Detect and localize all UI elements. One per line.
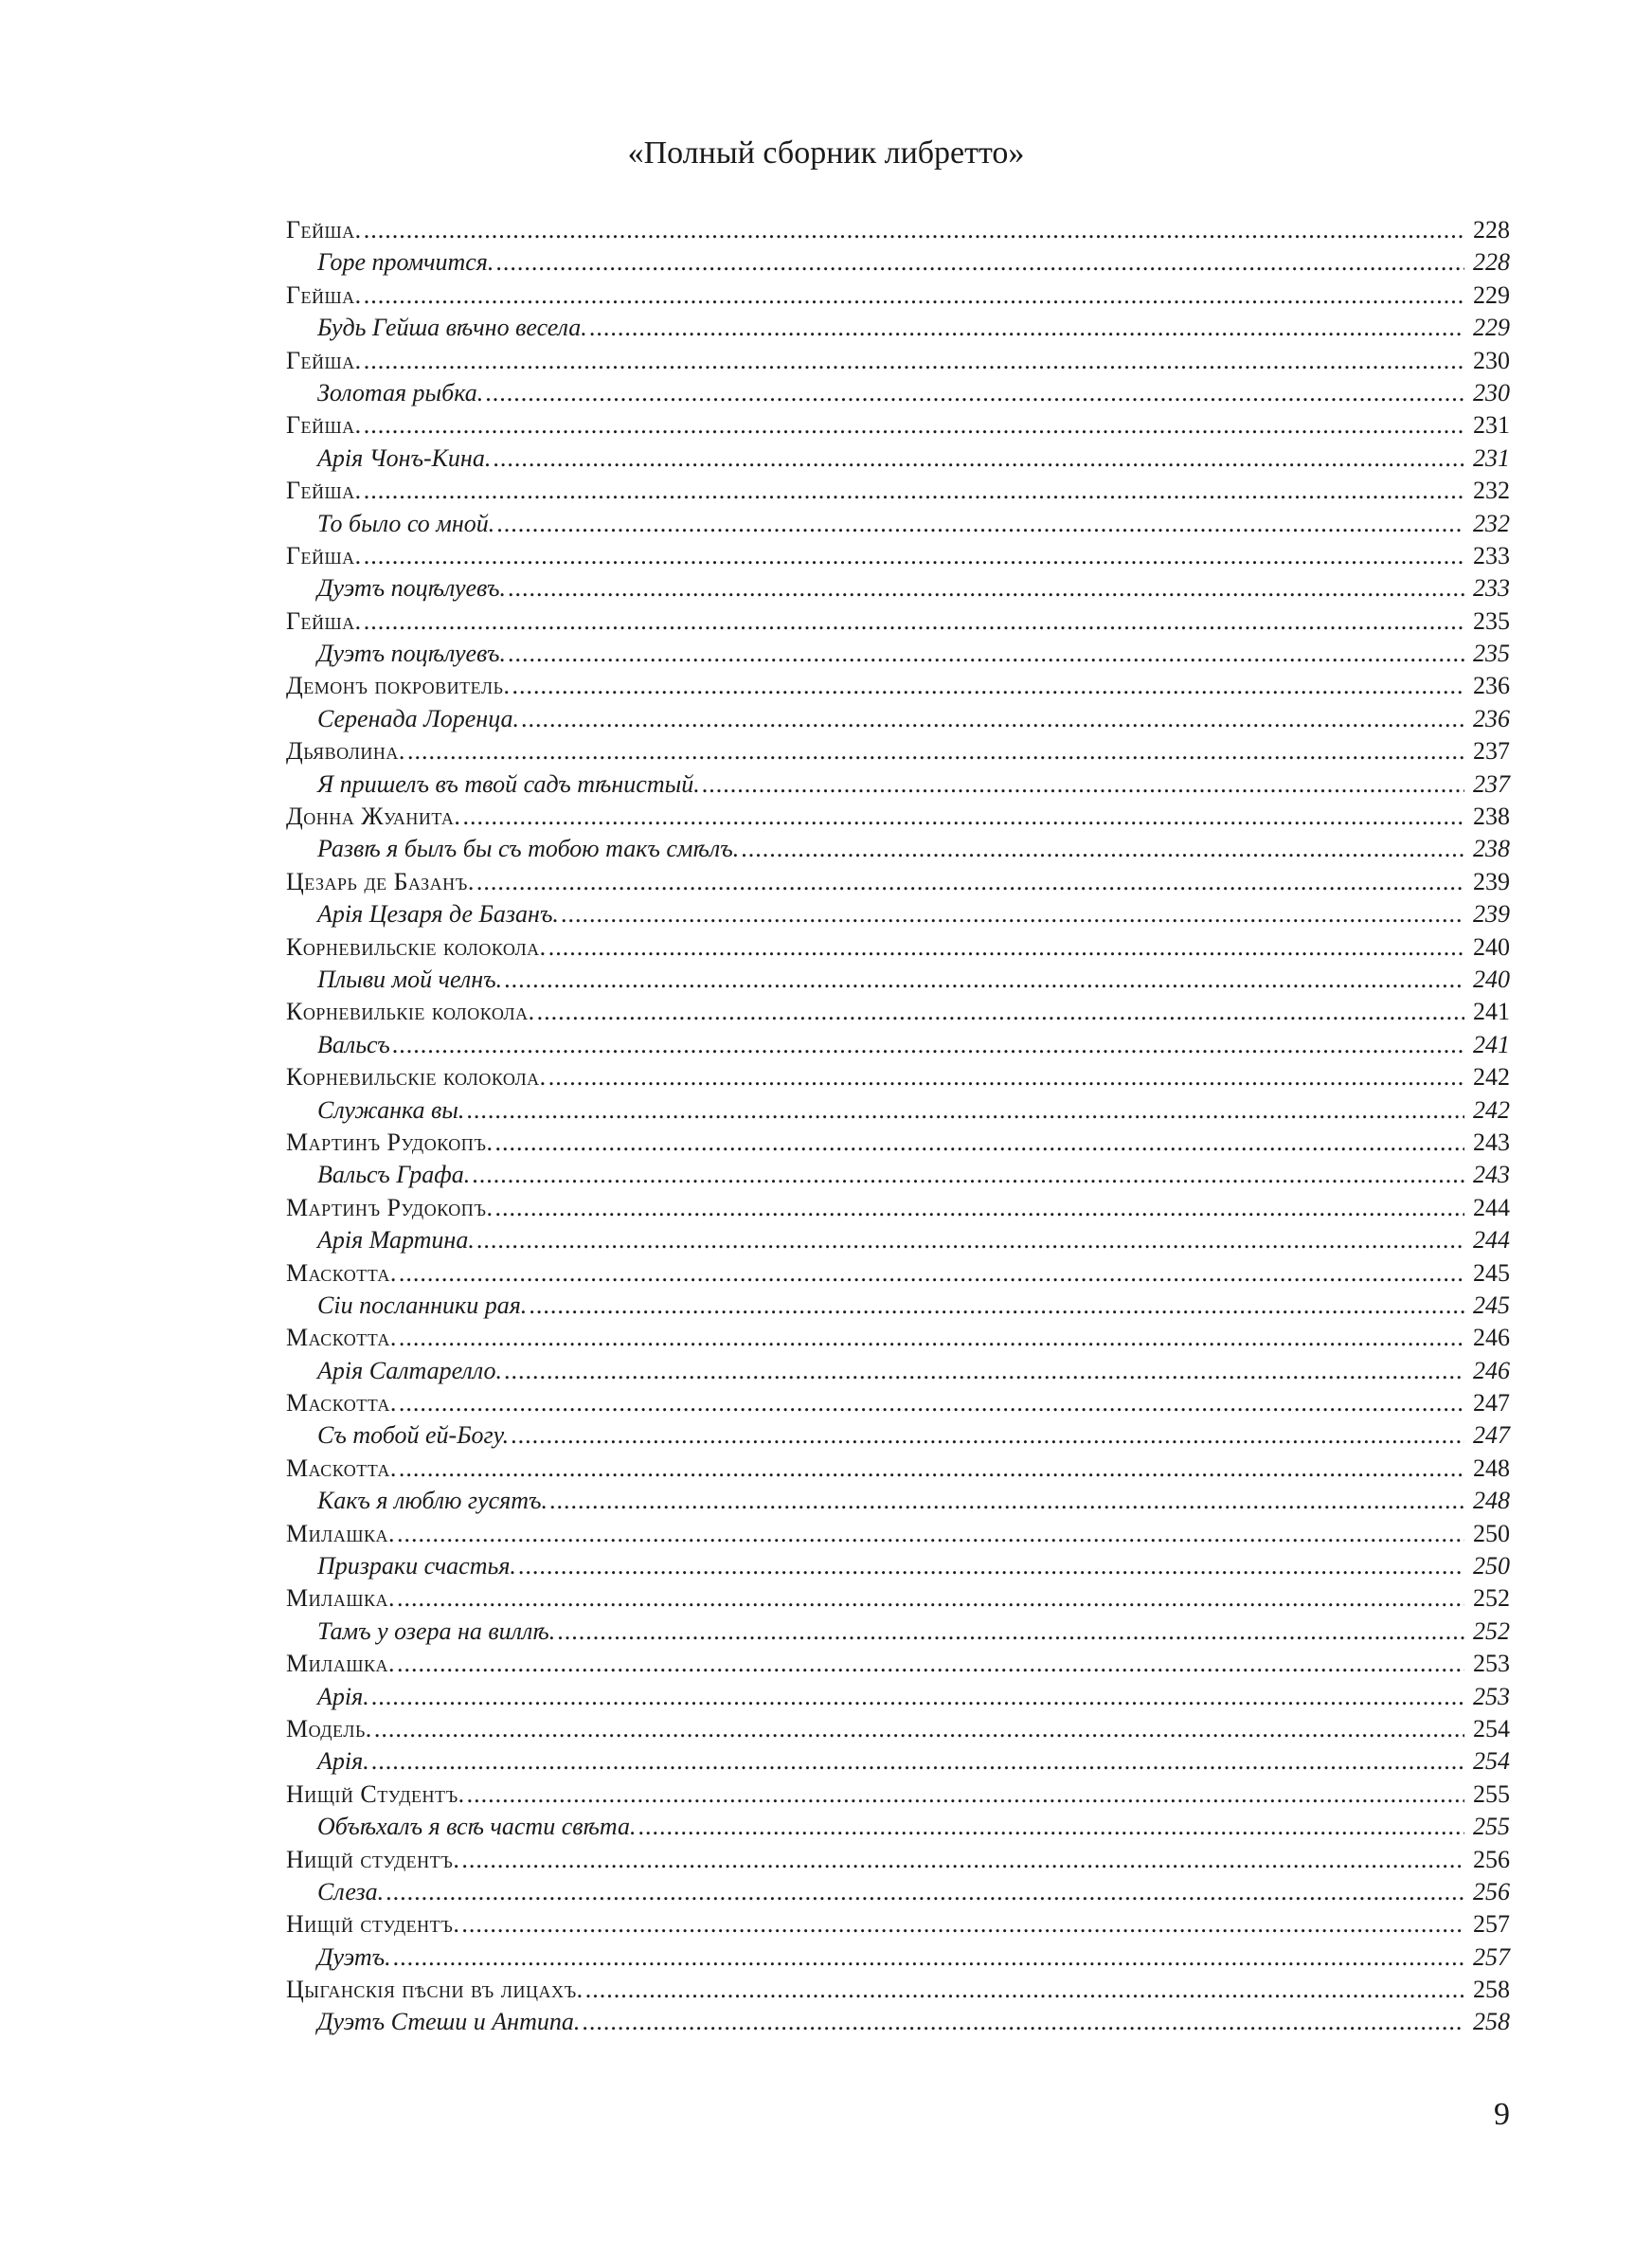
toc-entry-work [286,1582,1510,1615]
toc-entry-work [286,670,1510,702]
entry-page-number: 239 [1473,900,1510,929]
dot-leader [399,1257,1464,1290]
toc-entry-work [286,475,1510,507]
entry-page-number: 233 [1473,541,1510,569]
entry-page-number: 232 [1473,509,1510,537]
entry-title: Дуэтъ Стеши и Антипа. [317,2008,581,2036]
dot-leader [741,833,1464,865]
dot-leader [476,1224,1464,1256]
entry-title: Мартинъ Рудокопъ. [286,1128,494,1156]
toc-entry-work [286,1779,1510,1811]
entry-page-number: 231 [1473,443,1510,472]
entry-page-number: 256 [1473,1845,1510,1873]
toc-entry-work [286,1844,1510,1876]
toc-entry-song [286,442,1510,475]
entry-page-number: 248 [1473,1454,1510,1482]
entry-page-number: 229 [1473,314,1510,342]
entry-title: Милашка. [286,1650,395,1678]
page-number: 9 [1494,2097,1510,2132]
entry-page-number: 240 [1473,965,1510,993]
entry-title: Донна Жуанита. [286,803,461,831]
entry-title: Корневильскіе колокола. [286,1063,547,1092]
entry-page-number: 255 [1473,1813,1510,1841]
entry-page-number: 253 [1473,1650,1510,1678]
dot-leader [582,2006,1464,2038]
entry-page-number: 245 [1473,1258,1510,1287]
toc-entry-song [286,246,1510,279]
entry-title: Гейша. [286,606,362,635]
entry-title: Призраки счастья. [317,1552,516,1580]
entry-title: Цыганскія пѣсни въ лицахъ. [286,1976,584,2004]
toc-entry-song [286,1159,1510,1191]
toc-entry-work [286,1908,1510,1941]
dot-leader [399,1322,1464,1354]
entry-title: Дьяволина. [286,737,405,766]
dot-leader [364,605,1464,638]
entry-page-number: 241 [1473,998,1510,1026]
entry-page-number: 255 [1473,1779,1510,1808]
entry-title: Дуэтъ поцѣлуевъ. [317,640,506,668]
entry-page-number: 256 [1473,1877,1510,1905]
toc-entry-song [286,377,1510,409]
toc-entry-song [286,964,1510,996]
entry-title: Милашка. [286,1584,395,1613]
toc-entry-work [286,1518,1510,1550]
dot-leader [386,1876,1464,1908]
dot-leader [496,508,1464,540]
entry-title: Горе промчится. [317,248,494,277]
entry-page-number: 237 [1473,737,1510,766]
dot-leader [467,1779,1464,1811]
dot-leader [364,280,1464,312]
entry-title: Арія Чонъ-Кина. [317,443,492,472]
dot-leader [512,670,1464,702]
dot-leader [399,1453,1464,1485]
dot-leader [537,996,1464,1028]
entry-title: Гейша. [286,216,362,244]
toc-entry-song [286,1811,1510,1843]
entry-page-number: 252 [1473,1616,1510,1645]
entry-title: Будь Гейша вѣчно весела. [317,314,587,342]
entry-page-number: 243 [1473,1161,1510,1189]
dot-leader [397,1648,1464,1680]
toc-entry-song [286,1876,1510,1908]
entry-page-number: 241 [1473,1030,1510,1058]
dot-leader [504,964,1464,996]
toc-entry-song [286,312,1510,344]
table-of-contents [286,214,1510,2039]
entry-page-number: 232 [1473,477,1510,505]
entry-page-number: 240 [1473,932,1510,961]
entry-page-number: 244 [1473,1193,1510,1221]
entry-page-number: 254 [1473,1714,1510,1742]
entry-page-number: 235 [1473,606,1510,635]
entry-title: Объѣхалъ я всѣ части свѣта. [317,1813,637,1841]
entry-title: Корневилькіе колокола. [286,998,535,1026]
entry-page-number: 245 [1473,1291,1510,1319]
toc-entry-work [286,1974,1510,2006]
entry-title: Маскотта. [286,1324,397,1352]
dot-leader [461,1844,1464,1876]
dot-leader [407,735,1464,767]
entry-title: Какъ я люблю гусятъ. [317,1487,548,1515]
entry-title: Нищій студентъ. [286,1910,460,1939]
entry-title: Демонъ покровитель. [286,672,511,700]
entry-page-number: 258 [1473,2008,1510,2036]
entry-title: Милашка. [286,1519,395,1547]
dot-leader [472,1159,1464,1191]
entry-title: Гейша. [286,280,362,309]
dot-leader [529,1290,1464,1322]
toc-entry-work [286,1257,1510,1290]
entry-page-number: 244 [1473,1226,1510,1255]
toc-entry-work [286,996,1510,1028]
entry-page-number: 248 [1473,1487,1510,1515]
entry-title: Корневильскіе колокола. [286,932,547,961]
toc-entry-work [286,1453,1510,1485]
dot-leader [585,1974,1464,2006]
toc-entry-work [286,1061,1510,1093]
toc-entry-song [286,898,1510,930]
dot-leader [494,1192,1464,1224]
toc-entry-song [286,1616,1510,1648]
dot-leader [397,1518,1464,1550]
dot-leader [561,898,1464,930]
entry-page-number: 239 [1473,867,1510,895]
dot-leader [511,1419,1464,1452]
entry-page-number: 246 [1473,1356,1510,1384]
entry-title: Маскотта. [286,1389,397,1417]
dot-leader [393,1941,1464,1974]
toc-entry-work [286,214,1510,246]
toc-entry-song [286,703,1510,735]
entry-title: Тамъ у озера на виллѣ. [317,1616,556,1645]
entry-title: Съ тобой ей-Богу. [317,1421,510,1450]
entry-title: Вальсъ [317,1030,390,1058]
entry-title: Модель. [286,1714,372,1742]
dot-leader [399,1387,1464,1419]
entry-title: Арія Мартина. [317,1226,475,1255]
dot-leader [637,1811,1464,1843]
dot-leader [493,442,1464,475]
entry-page-number: 252 [1473,1584,1510,1613]
entry-page-number: 238 [1473,835,1510,863]
dot-leader [494,1127,1464,1159]
entry-page-number: 243 [1473,1128,1510,1156]
dot-leader [485,377,1464,409]
entry-page-number: 233 [1473,574,1510,603]
entry-title: Развѣ я былъ бы съ тобою такъ смѣлъ. [317,835,740,863]
dot-leader [462,801,1464,833]
dot-leader [495,246,1464,279]
entry-page-number: 236 [1473,672,1510,700]
page-title: «Полный сборник либретто» [627,135,1025,171]
dot-leader [508,638,1464,670]
entry-page-number: 238 [1473,803,1510,831]
entry-page-number: 230 [1473,346,1510,374]
toc-entry-song [286,2006,1510,2038]
dot-leader [476,866,1464,898]
dot-leader [461,1908,1464,1941]
toc-entry-song [286,1941,1510,1974]
entry-page-number: 228 [1473,216,1510,244]
entry-title: Арія. [317,1682,369,1710]
entry-page-number: 250 [1473,1519,1510,1547]
toc-entry-song [286,1290,1510,1322]
dot-leader [364,475,1464,507]
toc-entry-song [286,1550,1510,1582]
entry-page-number: 253 [1473,1682,1510,1710]
entry-page-number: 242 [1473,1095,1510,1124]
toc-entry-work [286,1713,1510,1745]
entry-title: Вальсъ Графа. [317,1161,471,1189]
dot-leader [371,1745,1464,1778]
entry-title: Плыви мой челнъ. [317,965,503,993]
entry-page-number: 257 [1473,1910,1510,1939]
entry-page-number: 229 [1473,280,1510,309]
toc-entry-song [286,833,1510,865]
entry-title: Цезарь де Базанъ. [286,867,475,895]
toc-entry-work [286,1127,1510,1159]
entry-title: Дуэтъ. [317,1942,391,1971]
toc-entry-work [286,605,1510,638]
dot-leader [466,1094,1464,1127]
dot-leader [549,1485,1464,1517]
entry-title: Нищій Студентъ. [286,1779,465,1808]
entry-title: Серенада Лоренца. [317,704,520,732]
toc-entry-work [286,1648,1510,1680]
entry-title: Сіи посланники рая. [317,1291,528,1319]
toc-entry-song [286,572,1510,605]
dot-leader [364,345,1464,377]
entry-title: Золотая рыбка. [317,378,484,406]
toc-entry-work [286,801,1510,833]
dot-leader [374,1713,1464,1745]
dot-leader [589,312,1464,344]
toc-entry-work [286,735,1510,767]
toc-entry-work [286,409,1510,442]
entry-page-number: 242 [1473,1063,1510,1092]
entry-title: Дуэтъ поцѣлуевъ. [317,574,506,603]
toc-entry-song [286,638,1510,670]
entry-title: Служанка вы. [317,1095,465,1124]
toc-entry-song [286,1029,1510,1061]
dot-leader [518,1550,1464,1582]
toc-entry-song [286,768,1510,801]
entry-title: Гейша. [286,346,362,374]
toc-entry-work [286,280,1510,312]
entry-title: Слеза. [317,1877,385,1905]
entry-title: Я пришелъ въ твой садъ тѣнистый. [317,769,700,798]
toc-entry-work [286,931,1510,964]
entry-title: Маскотта. [286,1454,397,1482]
toc-entry-song [286,1224,1510,1256]
toc-entry-song [286,1485,1510,1517]
toc-entry-work [286,345,1510,377]
entry-page-number: 237 [1473,769,1510,798]
toc-entry-work [286,540,1510,572]
dot-leader [548,1061,1464,1093]
dot-leader [364,409,1464,442]
dot-leader [557,1616,1464,1648]
toc-entry-song [286,1419,1510,1452]
dot-leader [702,768,1464,801]
dot-leader [508,572,1464,605]
toc-entry-work [286,1322,1510,1354]
toc-entry-song [286,1681,1510,1713]
entry-title: Гейша. [286,477,362,505]
dot-leader [397,1582,1464,1615]
toc-entry-work [286,866,1510,898]
entry-title: Мартинъ Рудокопъ. [286,1193,494,1221]
entry-title: Арія. [317,1747,369,1776]
entry-page-number: 236 [1473,704,1510,732]
dot-leader [364,540,1464,572]
dot-leader [371,1681,1464,1713]
entry-page-number: 228 [1473,248,1510,277]
toc-entry-song [286,1094,1510,1127]
entry-page-number: 247 [1473,1389,1510,1417]
entry-title: Нищій студентъ. [286,1845,460,1873]
dot-leader [504,1355,1464,1387]
dot-leader [364,214,1464,246]
toc-entry-song [286,1355,1510,1387]
toc-entry-work [286,1192,1510,1224]
entry-page-number: 247 [1473,1421,1510,1450]
entry-page-number: 250 [1473,1552,1510,1580]
entry-page-number: 235 [1473,640,1510,668]
toc-entry-song [286,508,1510,540]
entry-title: Арія Салтарелло. [317,1356,503,1384]
dot-leader [548,931,1464,964]
entry-page-number: 258 [1473,1976,1510,2004]
entry-title: Гейша. [286,411,362,440]
entry-title: Гейша. [286,541,362,569]
entry-page-number: 231 [1473,411,1510,440]
entry-title: То было со мной. [317,509,495,537]
toc-entry-song [286,1745,1510,1778]
dot-leader [521,703,1464,735]
entry-page-number: 254 [1473,1747,1510,1776]
entry-title: Арія Цезаря де Базанъ. [317,900,559,929]
entry-title: Маскотта. [286,1258,397,1287]
dot-leader [392,1029,1464,1061]
toc-entry-work [286,1387,1510,1419]
entry-page-number: 246 [1473,1324,1510,1352]
entry-page-number: 230 [1473,378,1510,406]
entry-page-number: 257 [1473,1942,1510,1971]
